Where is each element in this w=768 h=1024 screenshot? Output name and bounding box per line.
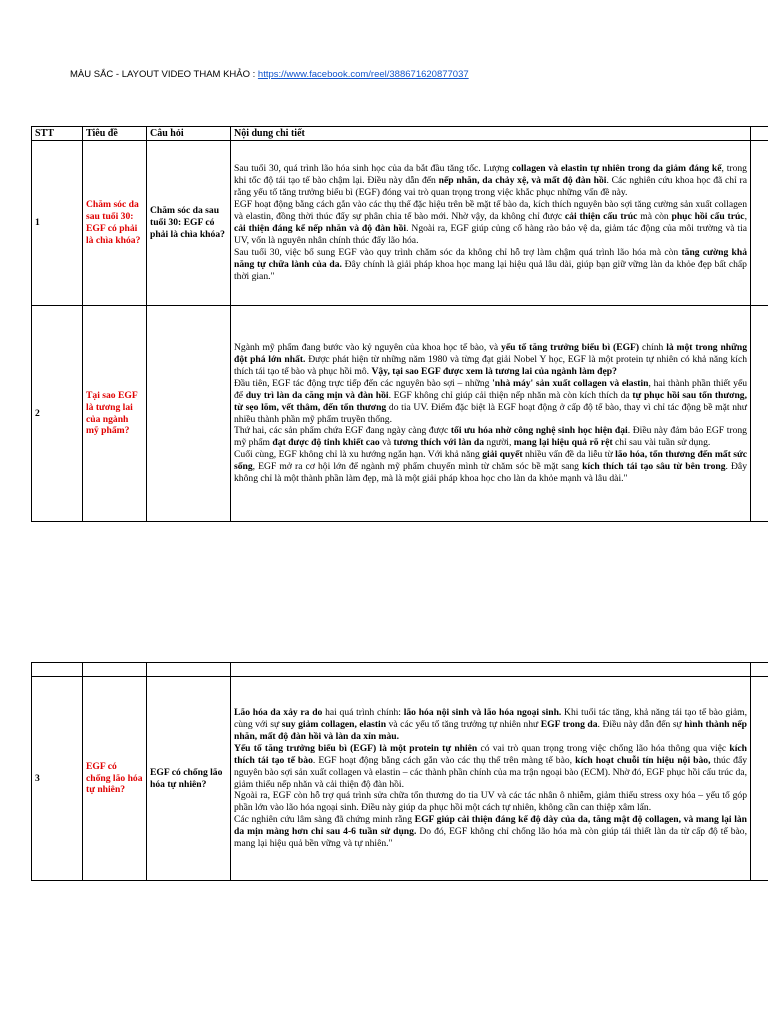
bold-text: duy trì làn da căng mịn và đàn hồi: [245, 389, 389, 401]
content-paragraph: [234, 342, 747, 378]
row-number: 1: [32, 141, 83, 306]
row-number: 2: [32, 306, 83, 522]
bold-text: tăng cường khả năng tự chữa lành của da.: [234, 246, 747, 270]
row-question: EGF có chống lão hóa tự nhiên?: [147, 677, 231, 881]
text-run: mà còn: [637, 211, 672, 223]
bold-text: tối ưu hóa nhờ công nghệ sinh học hiện đại: [450, 425, 628, 437]
bold-text: suy giảm collagen, elastin: [281, 718, 387, 730]
bold-text: Yếu tố tăng trưởng biểu bì (EGF) là một protein tự nhiên: [234, 742, 478, 754]
text-run: Các nghiên cứu lâm sàng đã chứng minh rằng: [234, 814, 415, 826]
text-run: chính: [639, 342, 667, 354]
row-title: Chăm sóc da sau tuổi 30: EGF có phải là chìa khóa?: [83, 141, 147, 306]
row-title: EGF có chống lão hóa tự nhiên?: [83, 677, 147, 881]
content-table-page-2: [31, 662, 768, 881]
table-row: [32, 141, 768, 306]
bold-text: cải thiện đáng kể nếp nhăn và độ đàn hồi: [234, 223, 407, 234]
reference-header: [70, 69, 469, 80]
text-run: , hai thành phần thiết yếu để: [234, 377, 747, 401]
text-run: do tia UV. Điểm đặc biệt là EGF hoạt động ở cấp độ tế bào, thay vì chỉ tác động bề mặt như nhiều thành phần mỹ phẩm truyền thống.: [234, 401, 748, 425]
row-content: [231, 306, 751, 522]
header-cell: [147, 663, 231, 677]
content-paragraph: [234, 449, 747, 485]
text-run: Ngành mỹ phẩm đang bước vào kỷ nguyên của khoa học tế bào, và: [234, 342, 502, 354]
text-run: ,: [744, 211, 747, 223]
content-table-page-1: [31, 126, 768, 522]
content-paragraph: [234, 814, 747, 850]
bold-text: kích thích tái tạo sâu từ bên trong: [582, 461, 726, 473]
text-run: , EGF mở ra cơ hội lớn để ngành mỹ phẩm chuyển mình từ chăm sóc bề mặt sang: [252, 461, 583, 473]
text-run: Được phát hiện từ những năm 1980 và từng đạt giải Nobel Y học, EGF là một protein tự nhiên có khả năng kích thích tái tạo tế bào và phục hồi mô.: [234, 353, 747, 377]
table-row: [32, 306, 768, 522]
content-paragraph: [234, 247, 747, 283]
bold-text: tương thích với làn da: [393, 437, 485, 449]
text-run: . Điều này đảm bảo EGF trong mỹ phẩm: [234, 425, 747, 449]
content-paragraph: [234, 425, 747, 449]
text-run: . Ngoài ra, EGF giúp củng cố hàng rào bảo vệ da, giảm tác động của môi trường và tia UV, vốn là nguyên nhân chính thúc đẩy lão hóa.: [234, 223, 747, 246]
row-extra: [751, 141, 768, 306]
text-run: EGF hoạt động bằng cách gắn vào các thụ thể đặc hiệu trên bề mặt tế bào da, kích thích nguyên bào sợi tăng cường sản xuất collagen và elastin, đồng thời thúc đẩy sự phân chia tế bào mới. Nhờ vậy, da không chỉ được: [234, 199, 747, 223]
table-row: [32, 677, 768, 881]
bold-text: là một trong những đột phá lớn nhất.: [234, 342, 748, 365]
header-cell: [32, 663, 83, 677]
text-run: Đây chính là giải pháp khoa học mang lại hiệu quả lâu dài, giúp bạn giữ vững làn da khỏe đẹp bất chấp thời gian.": [234, 258, 747, 282]
bold-text: phục hồi cấu trúc: [671, 211, 745, 223]
row-content: [231, 677, 751, 881]
bold-text: yếu tố tăng trưởng biểu bì (EGF): [501, 342, 640, 354]
header-content: Nội dung chi tiết: [231, 127, 751, 141]
text-run: , trong khi tốc độ tái tạo tế bào chậm lại. Điều này dẫn đến: [234, 163, 747, 187]
header-cell: [83, 663, 147, 677]
bold-text: cải thiện cấu trúc: [564, 211, 638, 223]
bold-text: kích hoạt chuỗi tín hiệu nội bào,: [575, 754, 711, 766]
header-cell: [231, 663, 751, 677]
row-question: Chăm sóc da sau tuổi 30: EGF có phải là chìa khóa?: [147, 141, 231, 306]
header-stt: STT: [32, 127, 83, 141]
bold-text: EGF trong da: [540, 718, 598, 730]
text-run: thúc đẩy nguyên bào sợi sản xuất collagen và elastin – các thành phần chính của ma trận ngoại bào (ECM). Nhờ đó, EGF phục hồi cấu trúc da, giảm thiểu nếp nhăn và cải thiện độ đàn hồi.: [234, 754, 748, 790]
text-run: và các yếu tố tăng trưởng tự nhiên như: [386, 718, 541, 730]
text-run: . EGF không chỉ giúp cải thiện nếp nhăn mà còn kích thích da: [388, 389, 633, 401]
text-run: Ngoài ra, EGF còn hỗ trợ quá trình sửa chữa tổn thương do tia UV và các tác nhân ô nhiễm, giảm thiểu stress oxy hóa – yếu tố góp phần lớn vào lão hóa ngoại sinh. Điều này giúp da phục hồi một cách tự nhiên, không cần can thiệp xâm lấn.: [234, 790, 747, 814]
bold-text: hình thành nếp nhăn, mất độ đàn hồi và làn da xỉn màu.: [234, 718, 747, 742]
row-content: [231, 141, 751, 306]
content-paragraph: [234, 378, 747, 426]
bold-text: đạt được độ tinh khiết cao: [272, 437, 380, 449]
text-run: . Các nghiên cứu khoa học đã chỉ ra rằng yếu tố tăng trưởng biểu bì (EGF) đóng vai trò quan trọng trong việc khắc phục những vấn đề này.: [234, 175, 747, 199]
bold-text: kích thích tái tạo tế bào: [234, 742, 748, 766]
bold-text: nếp nhăn, da chảy xệ, và mất độ đàn hồi: [438, 175, 607, 187]
header-question: Câu hỏi: [147, 127, 231, 141]
bold-text: giải quyết: [482, 449, 523, 461]
table-header-row: [32, 663, 768, 677]
row-question: [147, 306, 231, 522]
table-header-row: [32, 127, 768, 141]
text-run: chỉ sau vài tuần sử dụng.: [612, 437, 711, 449]
text-run: và: [379, 437, 394, 449]
content-paragraph: [234, 163, 747, 199]
text-run: Sau tuổi 30, quá trình lão hóa sinh học của da bắt đầu tăng tốc. Lượng: [234, 163, 513, 175]
text-run: Thứ hai, các sản phẩm chứa EGF đang ngày càng được: [234, 425, 451, 437]
text-run: Khi tuổi tác tăng, khả năng tái tạo tế bào giảm, cùng với sự: [234, 707, 748, 730]
text-run: nhiều vấn đề da liễu từ: [522, 449, 616, 461]
bold-text: collagen và elastin tự nhiên trong da giảm đáng kể: [512, 163, 722, 175]
row-number: 3: [32, 677, 83, 881]
row-extra: [751, 306, 768, 522]
bold-text: lão hóa, tổn thương đến mất sức sống: [234, 449, 747, 473]
text-run: . Đây không chỉ là một thành phần làm đẹp, mà là một giải pháp khoa học cho làn da khỏe mạnh và lâu dài.": [234, 461, 747, 485]
text-run: có vai trò quan trọng trong việc chống lão hóa thông qua việc: [477, 742, 730, 754]
row-extra: [751, 677, 768, 881]
bold-text: mang lại hiệu quả rõ rệt: [513, 437, 613, 449]
header-title: Tiêu đề: [83, 127, 147, 141]
text-run: Cuối cùng, EGF không chỉ là xu hướng ngắn hạn. Với khả năng: [234, 449, 483, 461]
reference-link[interactable]: https://www.facebook.com/reel/388671620877037: [257, 69, 469, 80]
text-run: hai quá trình chính:: [322, 707, 404, 719]
text-run: Do đó, EGF không chỉ chống lão hóa mà còn giúp tái thiết làn da từ cấp độ tế bào, mang lại hiệu quả bền vững và tự nhiên.": [234, 826, 747, 850]
content-paragraph: [234, 743, 747, 791]
text-run: Sau tuổi 30, việc bổ sung EGF vào quy trình chăm sóc da không chỉ hỗ trợ làm chậm quá trình lão hóa mà còn: [234, 246, 682, 258]
text-run: Đầu tiên, EGF tác động trực tiếp đến các nguyên bào sợi – những: [234, 377, 493, 389]
bold-text: Lão hóa da xảy ra do: [234, 707, 323, 719]
header-cell: [751, 663, 768, 677]
bold-text: lão hóa nội sinh và lão hóa ngoại sinh.: [403, 707, 562, 719]
bold-text: 'nhà máy' sản xuất collagen và elastin: [492, 377, 649, 389]
bold-text: Vậy, tại sao EGF được xem là tương lai của ngành làm đẹp?: [371, 365, 617, 377]
reference-label: MÀU SẮC - LAYOUT VIDEO THAM KHẢO :: [70, 69, 258, 80]
text-run: . EGF hoạt động bằng cách gắn vào các thụ thể trên màng tế bào,: [312, 754, 576, 766]
text-run: . Điều này dẫn đến sự: [597, 718, 685, 730]
header-extra: [751, 127, 768, 141]
content-paragraph: [234, 790, 747, 814]
text-run: người,: [484, 437, 514, 449]
bold-text: EGF giúp cải thiện đáng kể độ dày của da, tăng mật độ collagen, và mang lại làn da mịn màng hơn chỉ sau 4-6 tuần sử dụng.: [234, 814, 748, 838]
content-paragraph: [234, 707, 747, 743]
bold-text: tự phục hồi sau tổn thương, từ sẹo lõm, vết thâm, đến tổn thương: [234, 389, 747, 413]
row-title: Tại sao EGF là tương lai của ngành mỹ phẩm?: [83, 306, 147, 522]
content-paragraph: [234, 199, 747, 247]
